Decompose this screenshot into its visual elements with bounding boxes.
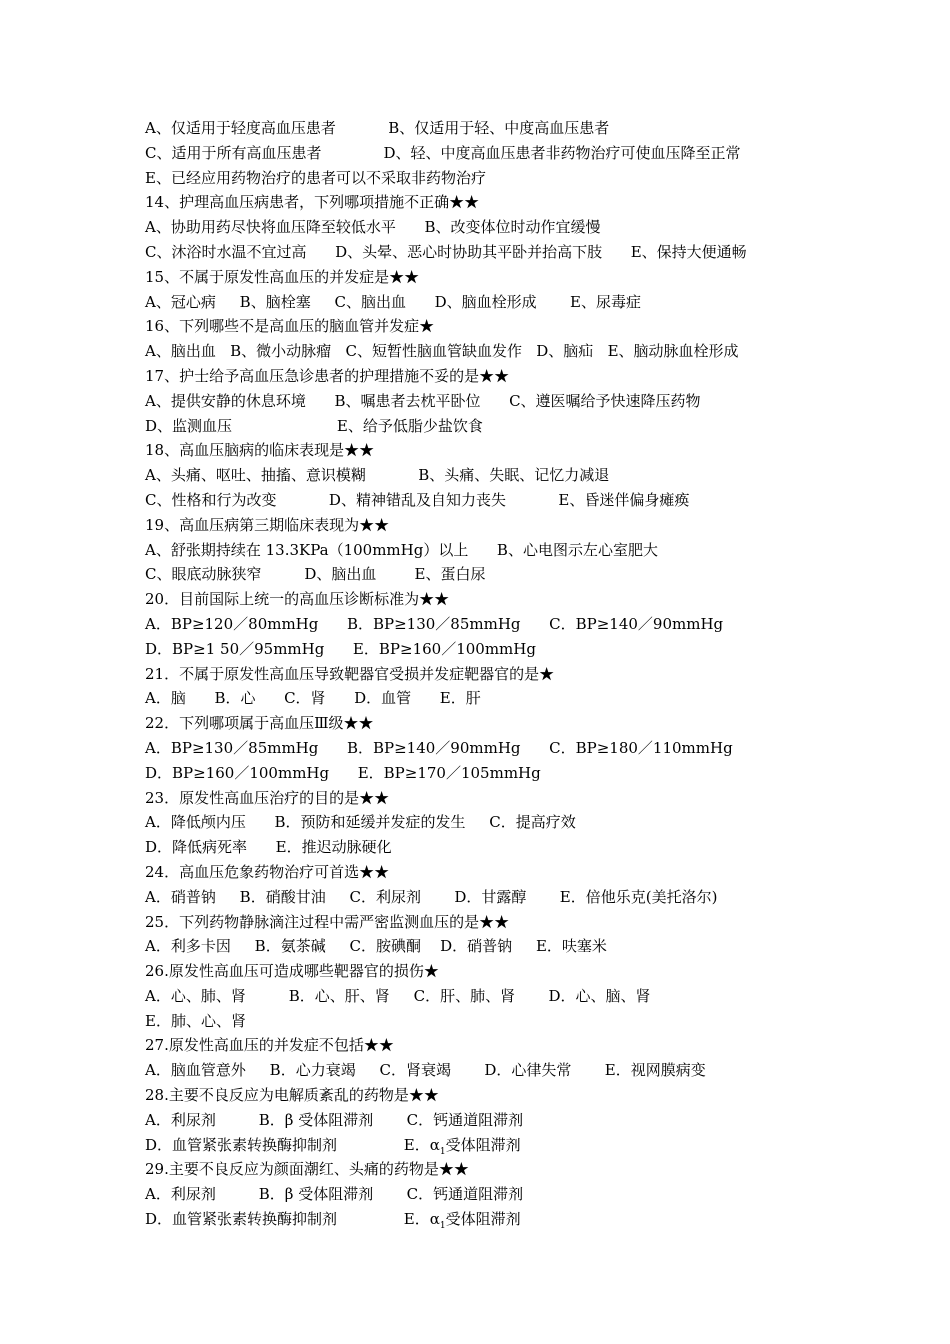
text-line: D．血管紧张素转换酶抑制剂 E．$\alpha_1$受体阻滞剂 [145,1135,521,1157]
text-line: A．脑血管意外 B．心力衰竭 C．肾衰竭 D．心律失常 E．视网膜病变 [145,1061,706,1080]
alpha-subscript: 1 [439,1146,446,1157]
text-line: 15、不属于原发性高血压的并发症是★★ [145,267,420,286]
alpha-tail: 受体阻滞剂 [445,1210,521,1229]
text-line: A、协助用药尽快将血压降至较低水平 B、改变体位时动作宜缓慢 [145,218,601,237]
text-line: 27.原发性高血压的并发症不包括★★ [145,1036,394,1055]
text-line: A、冠心病 B、脑栓塞 C、脑出血 D、脑血栓形成 E、尿毒症 [145,292,641,311]
text-line: 18、高血压脑病的临床表现是★★ [145,441,375,460]
text-line: A、脑出血 B、微小动脉瘤 C、短暂性脑血管缺血发作 D、脑疝 E、脑动脉血栓形成 [145,342,739,361]
text-line: D．BP≥1 50／95mmHg E．BP≥160／100mmHg [145,639,536,658]
text-line: 29.主要不良反应为颜面潮红、头痛的药物是★★ [145,1160,469,1179]
text-line: A．BP≥130／85mmHg B．BP≥140／90mmHg C．BP≥180／110mmHg [145,738,733,757]
text-line: 17、护士给予高血压急诊患者的护理措施不妥的是★★ [145,366,510,385]
text-line: D．血管紧张素转换酶抑制剂 E．$\alpha_1$受体阻滞剂 [145,1210,521,1232]
text-line: A．利尿剂 B．β 受体阻滞剂 C．钙通道阻滞剂 [145,1185,524,1204]
text-line: A．利多卡因 B．氨茶碱 C．胺碘酮 D．硝普钠 E．呋塞米 [145,937,607,956]
text-line: 22．下列哪项属于高血压Ⅲ级★★ [145,714,374,733]
text-line: 28.主要不良反应为电解质紊乱的药物是★★ [145,1086,439,1105]
text-line: A．降低颅内压 B．预防和延缓并发症的发生 C．提高疗效 [145,813,576,832]
text-line: D、监测血压 E、给予低脂少盐饮食 [145,416,483,435]
text-line: D．BP≥160／100mmHg E．BP≥170／105mmHg [145,763,541,782]
text-line: 21．不属于原发性高血压导致靶器官受损并发症靶器官的是★ [145,664,555,683]
text-line: A．硝普钠 B．硝酸甘油 C．利尿剂 D．甘露醇 E．倍他乐克(美托洛尔) [145,887,718,906]
text-line: 25．下列药物静脉滴注过程中需严密监测血压的是★★ [145,912,510,931]
document-page [145,116,865,1232]
text-line: 16、下列哪些不是高血压的脑血管并发症★ [145,317,435,336]
text-line: A、提供安静的休息环境 B、嘱患者去枕平卧位 C、遵医嘱给予快速降压药物 [145,391,701,410]
text-line: C、沐浴时水温不宜过高 D、头晕、恶心时协助其平卧并抬高下肢 E、保持大便通畅 [145,242,747,261]
text-line: A．心、肺、肾 B．心、肝、肾 C．肝、肺、肾 D．心、脑、肾 [145,986,651,1005]
text-line: D．降低病死率 E．推迟动脉硬化 [145,838,392,857]
text-line: 23．原发性高血压治疗的目的是★★ [145,788,390,807]
text-line: E、已经应用药物治疗的患者可以不采取非药物治疗 [145,168,486,187]
text-line: A、头痛、呕吐、抽搐、意识模糊 B、头痛、失眠、记忆力减退 [145,466,610,485]
text-line: 19、高血压病第三期临床表现为★★ [145,515,390,534]
text-line: C、适用于所有高血压患者 D、轻、中度高血压患者非药物治疗可使血压降至正常 [145,143,741,162]
text-line: C、眼底动脉狭窄 D、脑出血 E、蛋白尿 [145,565,486,584]
text-line: 26.原发性高血压可造成哪些靶器官的损伤★ [145,962,439,981]
text-line: A、舒张期持续在 13.3KPa（100mmHg）以上 B、心电图示左心室肥大 [145,540,658,559]
text-line: 20．目前国际上统一的高血压诊断标准为★★ [145,590,450,609]
text-line: A．脑 B．心 C．肾 D．血管 E．肝 [145,689,481,708]
text-line: A、仅适用于轻度高血压患者 B、仅适用于轻、中度高血压患者 [145,119,610,137]
text-line: A．利尿剂 B．β 受体阻滞剂 C．钙通道阻滞剂 [145,1110,524,1129]
alpha-tail: 受体阻滞剂 [445,1135,521,1154]
text-line: 14、护理高血压病患者，下列哪项措施不正确★★ [145,193,480,212]
text-line: E．肺、心、肾 [145,1011,246,1030]
alpha-subscript: 1 [439,1221,446,1232]
text-line: 24．高血压危象药物治疗可首选★★ [145,862,390,881]
text-line: A．BP≥120／80mmHg B．BP≥130／85mmHg C．BP≥140／90mmHg [145,614,724,633]
text-line: C、性格和行为改变 D、精神错乱及自知力丧失 E、昏迷伴偏身瘫痪 [145,490,690,509]
